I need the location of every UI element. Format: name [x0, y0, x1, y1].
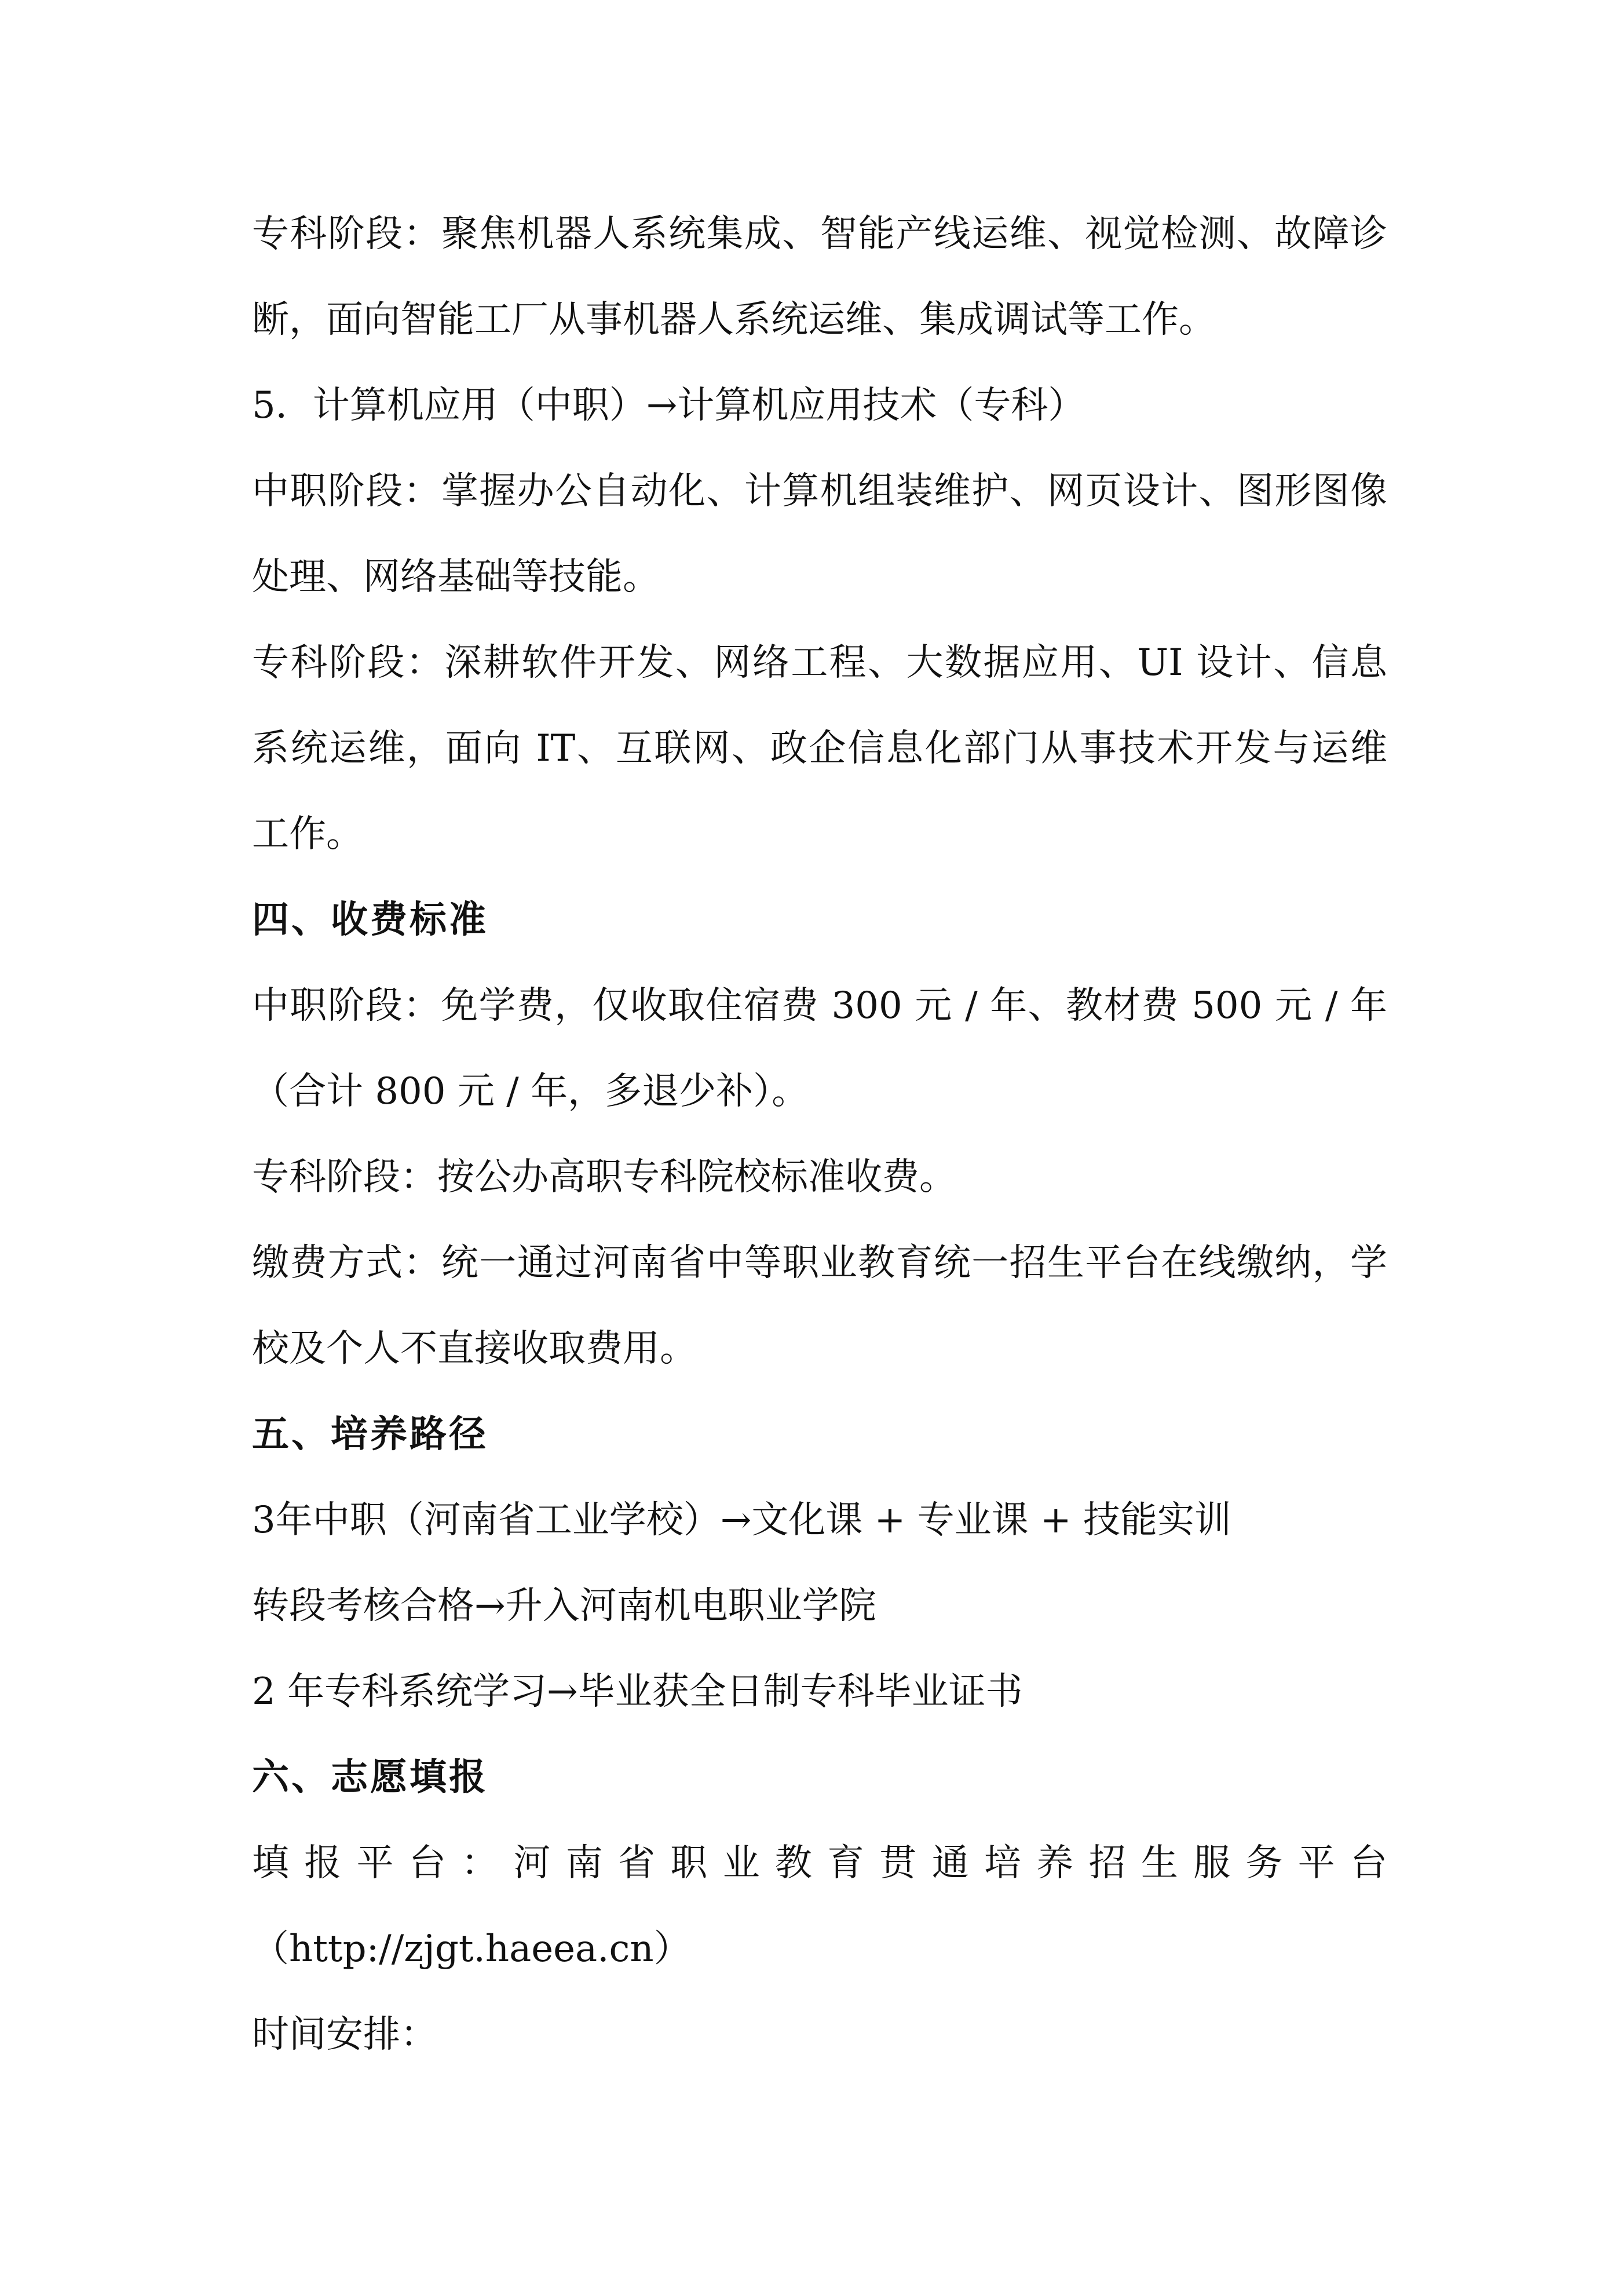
- paragraph-line: 专科阶段：深耕软件开发、网络工程、大数据应用、UI 设计、信息: [252, 641, 1387, 684]
- paragraph-line: （http://zjgt.haeea.cn）: [252, 1928, 691, 1970]
- document-body: [252, 191, 1387, 2078]
- paragraph-line: 专科阶段：按公办高职专科院校标准收费。: [252, 1156, 956, 1199]
- paragraph-line: 系统运维，面向 IT、互联网、政企信息化部门从事技术开发与运维: [252, 727, 1387, 770]
- paragraph-line: 填报平台：河南省职业教育贯通培养招生服务平台: [252, 1842, 1387, 1885]
- paragraph-line: 处理、网络基础等技能。: [252, 556, 660, 598]
- paragraph-line: 时间安排：: [252, 2013, 437, 2056]
- section-heading: 五、培养路径: [252, 1412, 488, 1456]
- paragraph-line: 工作。: [252, 813, 363, 856]
- section-heading: 四、收费标准: [252, 898, 488, 941]
- paragraph-line: 校及个人不直接收取费用。: [252, 1327, 697, 1370]
- paragraph-line: 中职阶段：免学费，仅收取住宿费 300 元 / 年、教材费 500 元 / 年: [252, 984, 1387, 1027]
- paragraph-line: 中职阶段：掌握办公自动化、计算机组装维护、网页设计、图形图像: [252, 470, 1387, 513]
- paragraph-line: 5．计算机应用（中职）→计算机应用技术（专科）: [252, 384, 1085, 427]
- paragraph-line: （合计 800 元 / 年，多退少补）。: [252, 1070, 809, 1113]
- section-heading: 六、志愿填报: [252, 1755, 488, 1799]
- paragraph-line: 缴费方式：统一通过河南省中等职业教育统一招生平台在线缴纳，学: [252, 1242, 1387, 1284]
- paragraph-line: 专科阶段：聚焦机器人系统集成、智能产线运维、视觉检测、故障诊: [252, 213, 1387, 255]
- paragraph-line: 2 年专科系统学习→毕业获全日制专科毕业证书: [252, 1670, 1023, 1713]
- paragraph-line: 转段考核合格→升入河南机电职业学院: [252, 1585, 876, 1627]
- paragraph-line: 断，面向智能工厂从事机器人系统运维、集成调试等工作。: [252, 298, 1216, 341]
- paragraph-line: 3年中职（河南省工业学校）→文化课 + 专业课 + 技能实训: [252, 1499, 1231, 1542]
